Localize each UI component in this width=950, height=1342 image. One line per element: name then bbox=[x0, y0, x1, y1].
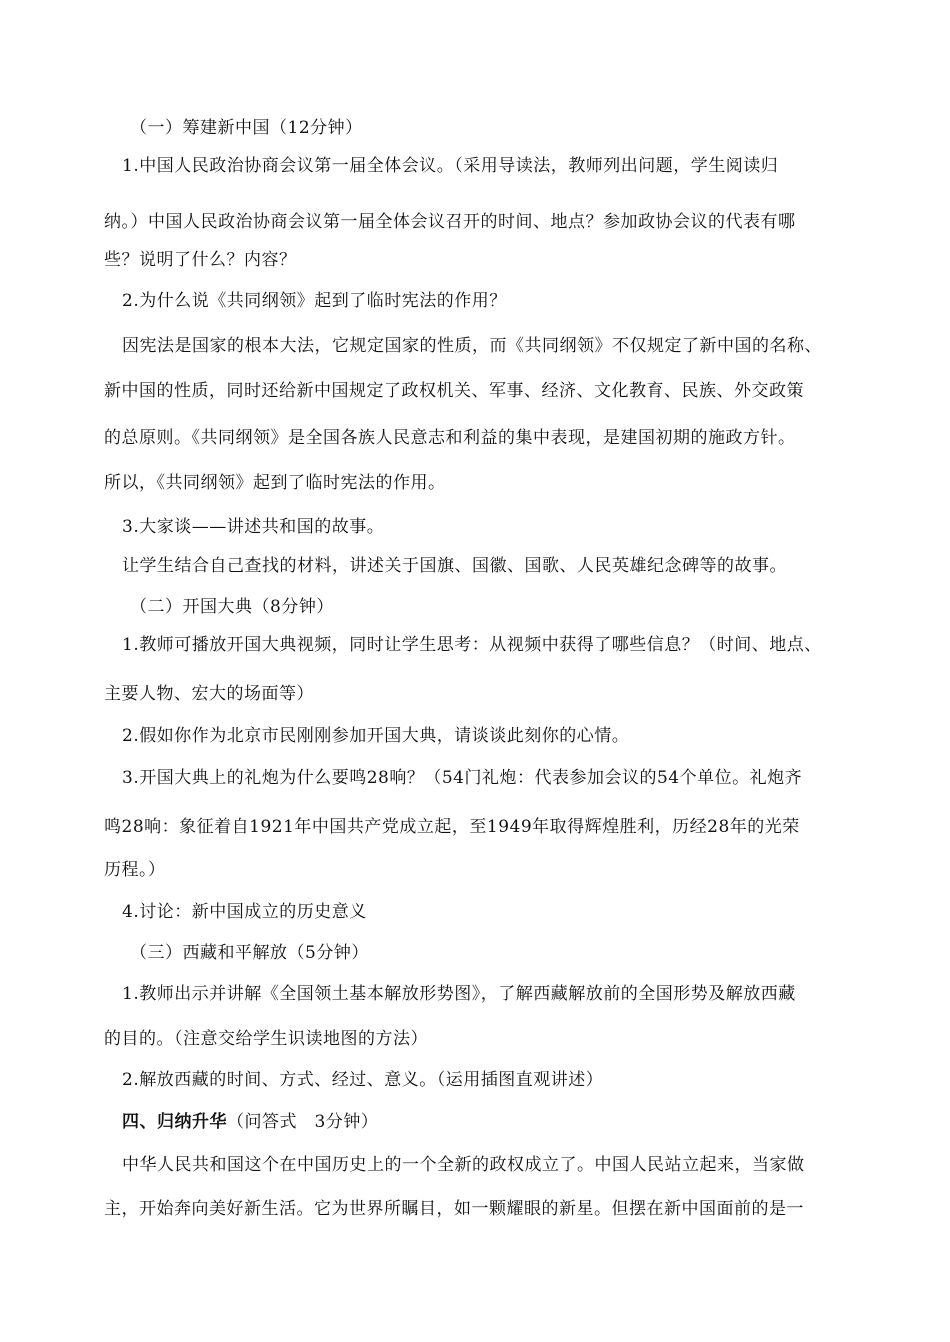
paragraph-line: 因宪法是国家的根本大法，它规定国家的性质，而《共同纲领》不仅规定了新中国的名称、 bbox=[122, 336, 822, 356]
subsection-heading-2: （二）开国大典（8分钟） bbox=[130, 597, 334, 617]
paragraph-line: 1.教师出示并讲解《全国领土基本解放形势图》，了解西藏解放前的全国形势及解放西藏 bbox=[122, 984, 796, 1004]
paragraph-line: 4.讨论：新中国成立的历史意义 bbox=[122, 902, 367, 922]
subsection-heading-1: （一）筹建新中国（12分钟） bbox=[130, 118, 363, 138]
paragraph-line: 纳。）中国人民政治协商会议第一届全体会议召开的时间、地点？参加政协会议的代表有哪 bbox=[104, 212, 796, 232]
section-heading-4 bbox=[122, 1110, 378, 1134]
paragraph-line: 主要人物、宏大的场面等） bbox=[104, 684, 314, 704]
paragraph-line: 历程。） bbox=[104, 860, 166, 880]
paragraph-line: 2.为什么说《共同纲领》起到了临时宪法的作用？ bbox=[122, 291, 507, 311]
paragraph-line: 2.假如你作为北京市民刚刚参加开国大典，请谈谈此刻你的心情。 bbox=[122, 726, 630, 746]
paragraph-line: 主，开始奔向美好新生活。它为世界所瞩目，如一颗耀眼的新星。但摆在新中国面前的是一 bbox=[104, 1199, 804, 1219]
subsection-heading-3: （三）西藏和平解放（5分钟） bbox=[130, 943, 369, 963]
paragraph-line: 3.大家谈——讲述共和国的故事。 bbox=[122, 517, 385, 537]
paragraph-line: 1.中国人民政治协商会议第一届全体会议。（采用导读法，教师列出问题，学生阅读归 bbox=[122, 156, 779, 176]
paragraph-line: 的目的。（注意交给学生识读地图的方法） bbox=[104, 1029, 428, 1049]
paragraph-line: 2.解放西藏的时间、方式、经过、意义。（运用插图直观讲述） bbox=[122, 1070, 604, 1090]
paragraph-line: 鸣28响：象征着自1921年中国共产党成立起，至1949年取得辉煌胜利，历经28年的光荣 bbox=[104, 817, 800, 837]
paragraph-line: 新中国的性质，同时还给新中国规定了政权机关、军事、经济、文化教育、民族、外交政策 bbox=[104, 381, 804, 401]
paragraph-line: 让学生结合自己查找的材料，讲述关于国旗、国徽、国歌、人民英雄纪念碑等的故事。 bbox=[122, 556, 787, 576]
section-heading-title: 四、归纳升华 bbox=[122, 1112, 227, 1132]
paragraph-line: 所以，《共同纲领》起到了临时宪法的作用。 bbox=[104, 473, 446, 493]
paragraph-line: 1.教师可播放开国大典视频，同时让学生思考：从视频中获得了哪些信息？（时间、地点、 bbox=[122, 635, 822, 655]
paragraph-line: 3.开国大典上的礼炮为什么要鸣28响？（54门礼炮：代表参加会议的54个单位。礼炮齐 bbox=[122, 768, 803, 788]
paragraph-line: 中华人民共和国这个在中国历史上的一个全新的政权成立了。中国人民站立起来，当家做 bbox=[122, 1155, 805, 1175]
paragraph-line: 的总原则。《共同纲领》是全国各族人民意志和利益的集中表现，是建国初期的施政方针。 bbox=[104, 428, 796, 448]
section-heading-note: （问答式 3分钟） bbox=[227, 1112, 379, 1132]
paragraph-line: 些？说明了什么？内容？ bbox=[104, 250, 297, 270]
